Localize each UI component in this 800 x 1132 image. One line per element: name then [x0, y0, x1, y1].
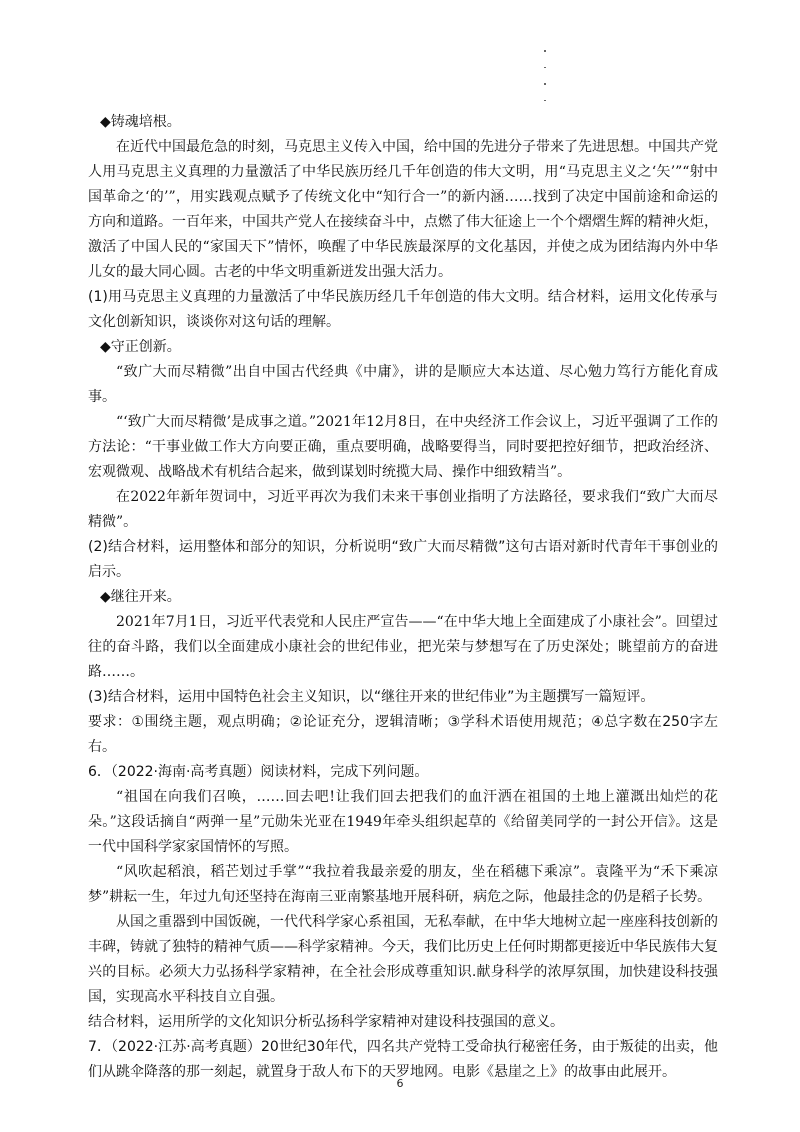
material-paragraph: “祖国在向我们召唤，……回去吧!让我们回去把我们的血汗洒在祖国的土地上灌溉出灿烂的花朵。”这段话摘自“两弹一星”元勋朱光亚在1949年牵头组织起草的《给留美同学的一封公开信》。这是一代中国科学家家国情怀的写照。: [88, 789, 718, 855]
requirements-text: 要求：①围绕主题，观点明确；②论证充分，逻辑清晰；③学科术语使用规范；④总字数在250字左右。: [88, 714, 718, 755]
question-text: (1)用马克思主义真理的力量激活了中华民族历经几千年创造的伟大文明。结合材料，运用文化传承与文化创新知识，谈谈你对这句话的理解。: [88, 289, 718, 330]
material-paragraph: 2021年7月1日，习近平代表党和人民庄严宣告——“在中华大地上全面建成了小康社会”。回望过往的奋斗路，我们以全面建成小康社会的世纪伟业，把光荣与梦想写在了历史深处；眺望前方的奋进路……。: [88, 614, 718, 680]
page-number: 6: [396, 1077, 404, 1090]
material-paragraph: 从国之重器到中国饭碗，一代代科学家心系祖国，无私奉献，在中华大地树立起一座座科技创新的丰碑，铸就了独特的精神气质——科学家精神。今天，我们比历史上任何时期都更接近中华民族伟大复兴的目标。必须大力弘扬科学家精神，在全社会形成尊重知识.献身科学的浓厚氛围，加快建设科技强国，实现高水平科技自立自强。: [88, 914, 718, 1005]
section-heading: ◆继往开来。: [100, 589, 181, 605]
question-text: (2)结合材料，运用整体和部分的知识，分析说明“致广大而尽精微”这句古语对新时代青年干事创业的启示。: [88, 539, 718, 580]
material-paragraph: “风吹起稻浪，稻芒划过手掌”“我拉着我最亲爱的朋友，坐在稻穗下乘凉”。袁隆平为“禾下乘凉梦”耕耘一生，年过九旬还坚持在海南三亚南繁基地开展科研，病危之际，他最挂念的仍是稻子长势。: [88, 864, 718, 905]
question-text: 结合材料，运用所学的文化知识分析弘扬科学家精神对建设科技强国的意义。: [88, 1014, 564, 1030]
question-7-header: 7．（2022·江苏·高考真题）20世纪30年代，四名共产党特工受命执行秘密任务，由于叛徒的出卖，他们从跳伞降落的那一刻起，就置身于敌人布下的天罗地网。电影《悬崖之上》的故事由此展开。: [88, 1039, 718, 1080]
question-6-header: 6．（2022·海南·高考真题）阅读材料，完成下列问题。: [88, 764, 429, 780]
section-heading: ◆守正创新。: [100, 339, 181, 355]
material-paragraph: 在2022年新年贺词中，习近平再次为我们未来干事创业指明了方法路径，要求我们“致广大而尽精微”。: [88, 489, 718, 530]
margin-dots: [544, 50, 548, 116]
question-text: (3)结合材料，运用中国特色社会主义知识，以“继往开来的世纪伟业”为主题撰写一篇短评。: [88, 689, 655, 705]
material-paragraph: “‘致广大而尽精微’是成事之道。”2021年12月8日，在中央经济工作会议上，习近平强调了工作的方法论：“干事业做工作大方向要正确，重点要明确，战略要得当，同时要把控好细节，把政治经济、宏观微观、战略战术有机结合起来，做到谋划时统揽大局、操作中细致精当”。: [88, 414, 718, 480]
section-heading: ◆铸魂培根。: [100, 114, 181, 130]
material-paragraph: 在近代中国最危急的时刻，马克思主义传入中国，给中国的先进分子带来了先进思想。中国共产党人用马克思主义真理的力量激活了中华民族历经几千年创造的伟大文明，用“马克思主义之‘矢’”“射中国革命之‘的’”，用实践观点赋予了传统文化中“知行合一”的新内涵……找到了决定中国前途和命运的方向和道路。一百年来，中国共产党人在接续奋斗中，点燃了伟大征途上一个个熠熠生辉的精神火炬，激活了中国人民的“家国天下”情怀，唤醒了中华民族最深厚的文化基因，并使之成为团结海内外中华儿女的最大同心圆。古老的中华文明重新迸发出强大活力。: [88, 139, 718, 280]
material-paragraph: “致广大而尽精微”出自中国古代经典《中庸》，讲的是顺应大本达道、尽心勉力笃行方能化育成事。: [88, 364, 718, 405]
document-body: [88, 110, 718, 1085]
